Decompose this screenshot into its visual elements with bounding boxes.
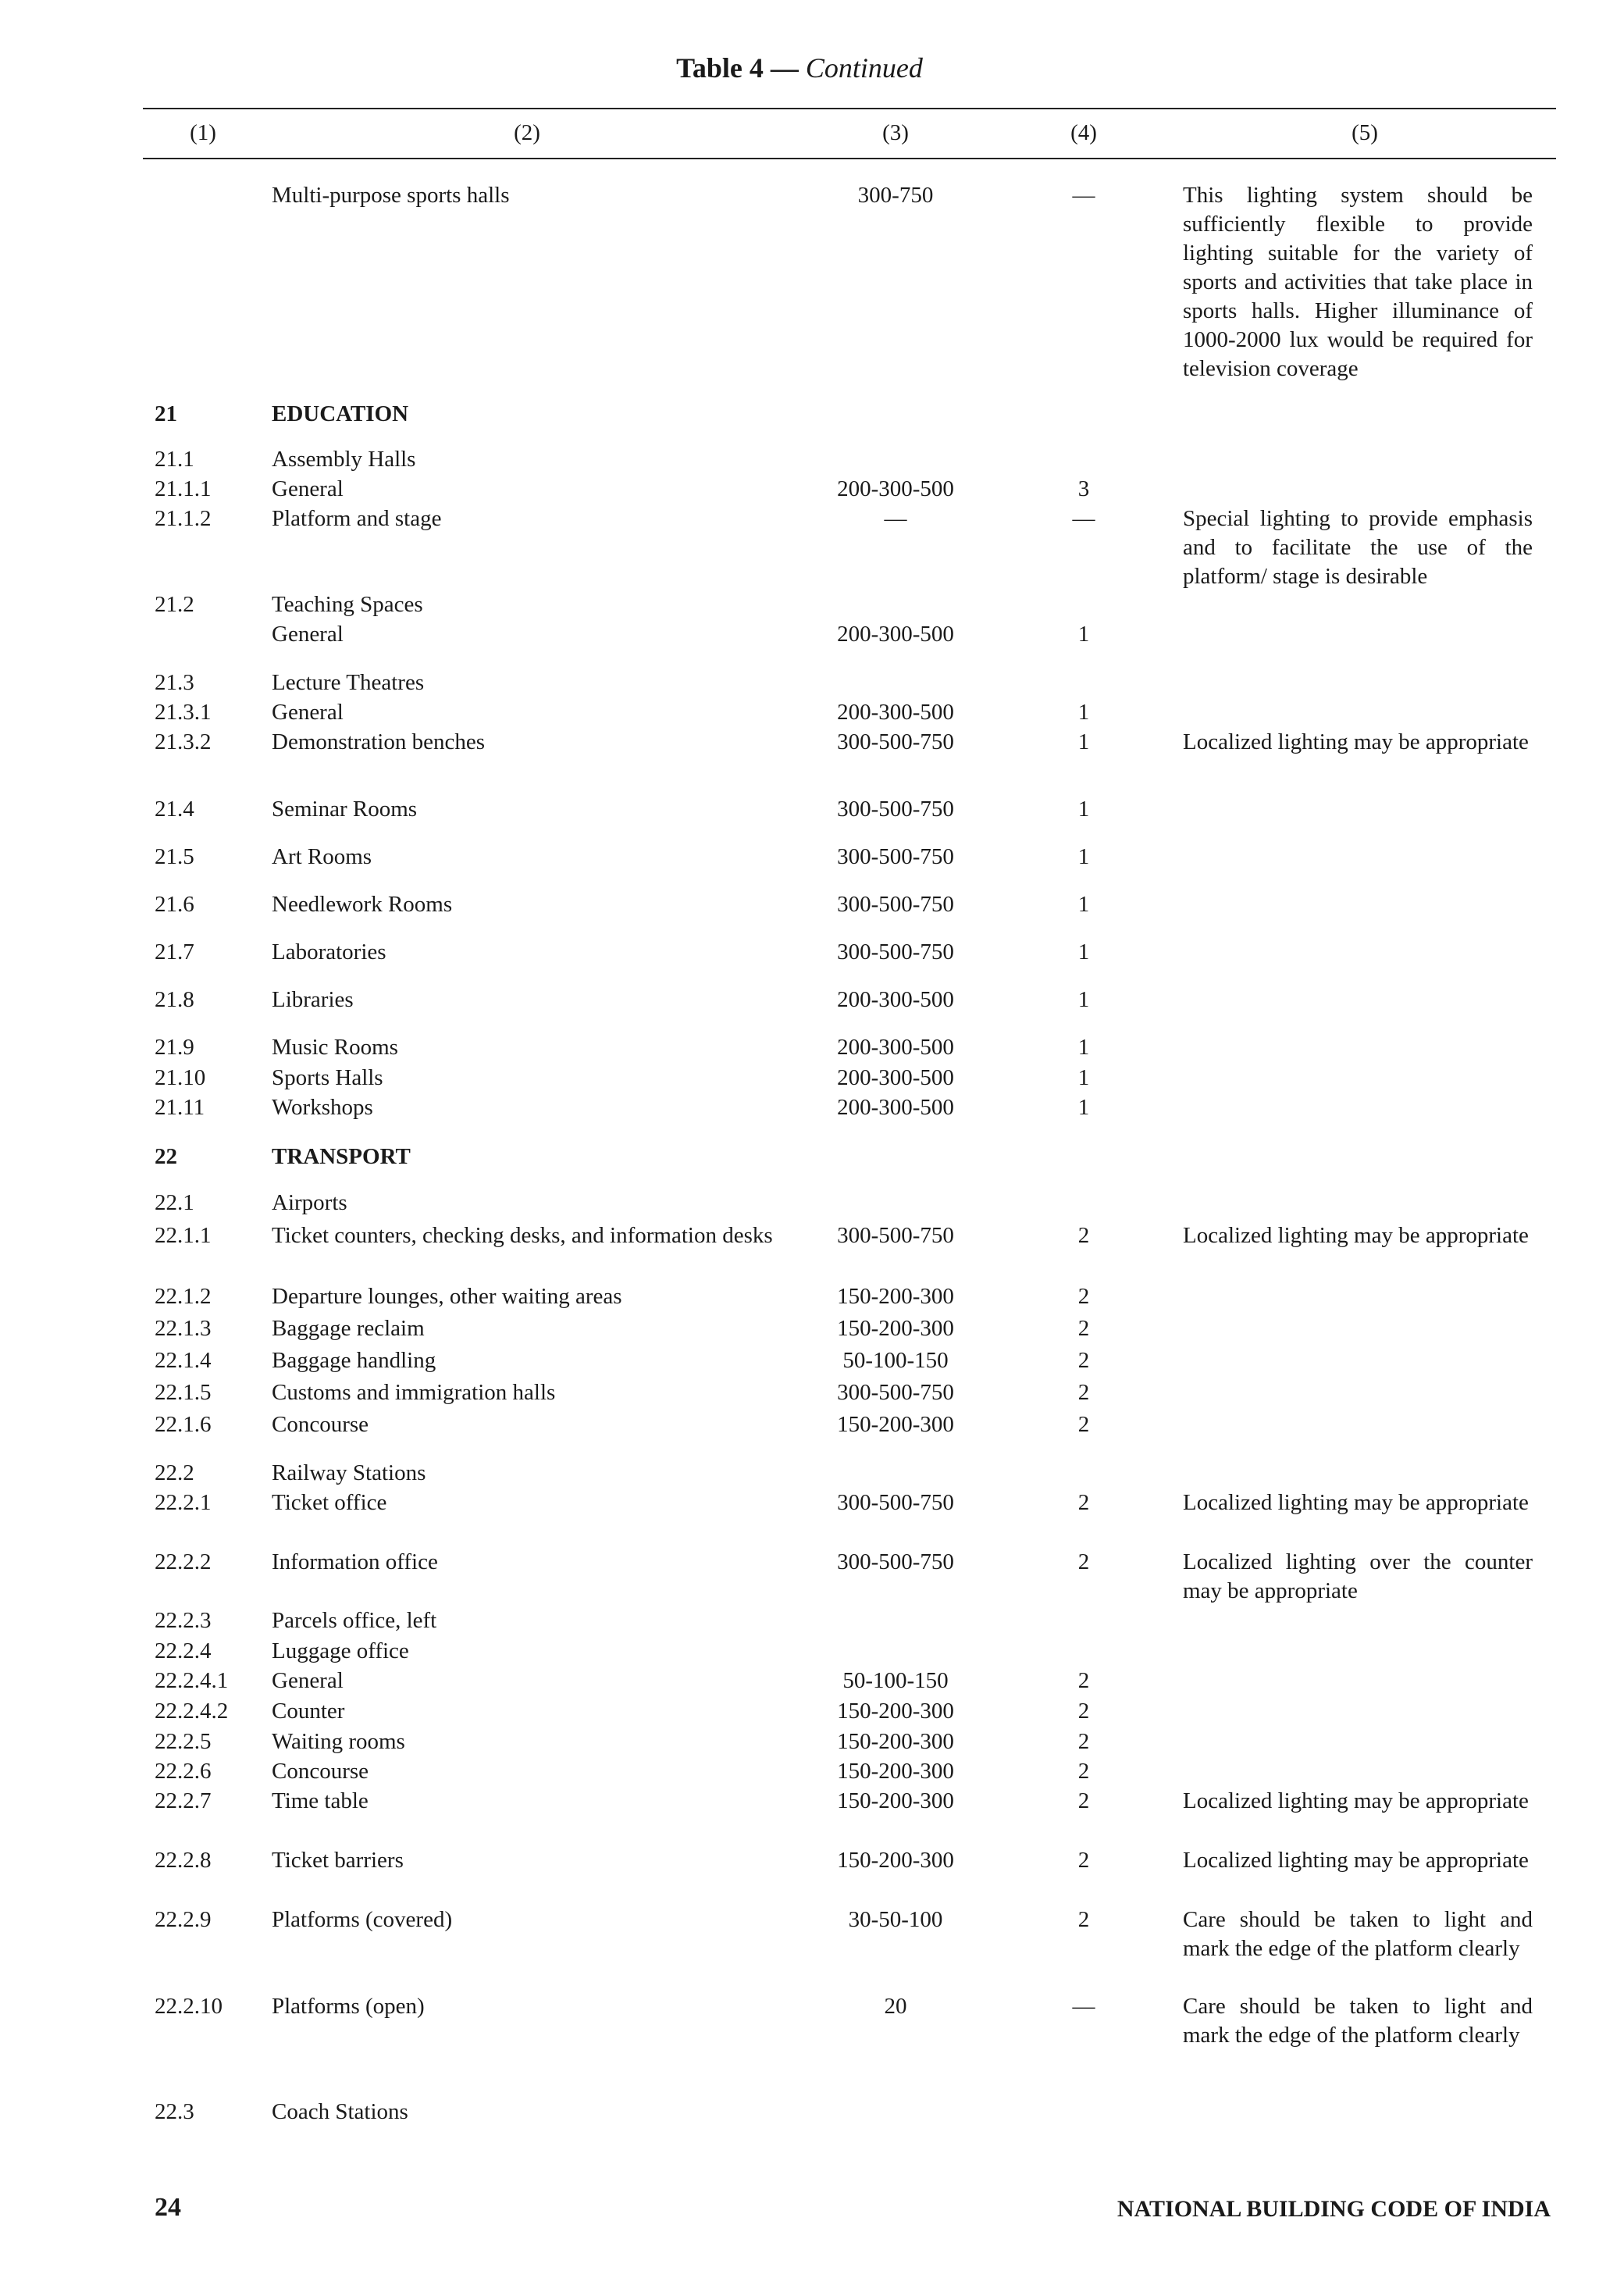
clause-number: 22.2.5 (155, 1729, 212, 1754)
task-description: Waiting rooms (272, 1729, 405, 1754)
glare-class: 1 (1077, 1065, 1090, 1090)
remarks (1183, 504, 1533, 591)
task-description: Time table (272, 1788, 369, 1813)
remarks-text: Care should be taken to light and mark the edge of the platform clearly (1183, 1994, 1533, 2048)
task-description: Art Rooms (272, 844, 372, 869)
illuminance-range: 150-200-300 (837, 1788, 954, 1813)
clause-number: 21.7 (155, 939, 194, 964)
clause-number: 21.4 (155, 797, 194, 822)
clause-number: 22.2.4.2 (155, 1699, 229, 1724)
column-header-2: (2) (514, 120, 540, 145)
task-description: Airports (272, 1190, 347, 1215)
header-bottom-rule (143, 158, 1556, 159)
clause-number: 22.2.7 (155, 1788, 212, 1813)
illuminance-range: 300-750 (857, 183, 934, 208)
task-description: Libraries (272, 987, 354, 1012)
task-description: Coach Stations (272, 2099, 408, 2124)
task-description: Concourse (272, 1759, 369, 1784)
clause-number: 22.2.3 (155, 1608, 212, 1633)
clause-number: 22.2.6 (155, 1759, 212, 1784)
glare-class: 2 (1077, 1759, 1090, 1784)
clause-number: 21.9 (155, 1035, 194, 1060)
task-description: Ticket barriers (272, 1848, 404, 1873)
column-header-4: (4) (1070, 120, 1097, 145)
glare-class: 1 (1077, 892, 1090, 917)
glare-class: 2 (1077, 1316, 1090, 1341)
task-description: Music Rooms (272, 1035, 398, 1060)
glare-class: 1 (1077, 729, 1090, 754)
page-number: 24 (155, 2193, 181, 2222)
remarks (1183, 181, 1533, 383)
clause-number: 21.1 (155, 447, 194, 472)
task-description: Sports Halls (272, 1065, 383, 1090)
clause-number: 22.2.2 (155, 1549, 212, 1574)
illuminance-range: 150-200-300 (837, 1729, 954, 1754)
task-description: General (272, 1668, 344, 1693)
glare-class: 2 (1077, 1788, 1090, 1813)
task-description: Needlework Rooms (272, 892, 453, 917)
task-description: Ticket counters, checking desks, and information desks (272, 1223, 773, 1248)
task-description: Departure lounges, other waiting areas (272, 1284, 622, 1309)
clause-number: 21.10 (155, 1065, 206, 1090)
clause-number: 22 (155, 1144, 177, 1169)
task-description: Platforms (open) (272, 1994, 425, 2019)
illuminance-range: 200-300-500 (837, 1095, 954, 1120)
column-header-5: (5) (1351, 120, 1378, 145)
glare-class: — (1072, 506, 1095, 531)
table-title (0, 52, 1599, 84)
column-header-3: (3) (882, 120, 909, 145)
clause-number: 22.1.5 (155, 1380, 212, 1405)
glare-class: 2 (1077, 1490, 1090, 1515)
illuminance-range: 300-500-750 (837, 1549, 954, 1574)
column-header-1: (1) (190, 120, 216, 145)
illuminance-range: 150-200-300 (837, 1284, 954, 1309)
clause-number: 21.3.1 (155, 700, 212, 725)
clause-number: 21.8 (155, 987, 194, 1012)
task-description: Counter (272, 1699, 345, 1724)
remarks-text: Localized lighting may be appropriate (1183, 1788, 1529, 1813)
remarks (1183, 1787, 1533, 1816)
task-description: Seminar Rooms (272, 797, 418, 822)
glare-class: 2 (1077, 1223, 1090, 1248)
task-description: Platform and stage (272, 506, 442, 531)
task-description: Lecture Theatres (272, 670, 425, 695)
glare-class: 2 (1077, 1549, 1090, 1574)
clause-number: 22.2.4 (155, 1638, 212, 1663)
task-description: Railway Stations (272, 1460, 426, 1485)
glare-class: 1 (1077, 987, 1090, 1012)
clause-number: 21.1.2 (155, 506, 212, 531)
clause-number: 22.2.9 (155, 1907, 212, 1932)
glare-class: 2 (1077, 1699, 1090, 1724)
clause-number: 21.6 (155, 892, 194, 917)
illuminance-range: 300-500-750 (837, 1380, 954, 1405)
illuminance-range: 200-300-500 (837, 622, 954, 647)
illuminance-range: 150-200-300 (837, 1316, 954, 1341)
task-description: General (272, 622, 344, 647)
task-description: Luggage office (272, 1638, 409, 1663)
remarks-text: Special lighting to provide emphasis and to facilitate the use of the platform/ stage is desirable (1183, 506, 1533, 589)
illuminance-range: 200-300-500 (837, 987, 954, 1012)
glare-class: — (1072, 183, 1095, 208)
remarks (1183, 1548, 1533, 1606)
illuminance-range: — (884, 506, 907, 531)
illuminance-range: 30-50-100 (848, 1907, 943, 1932)
illuminance-range: 200-300-500 (837, 1035, 954, 1060)
illuminance-range: 300-500-750 (837, 1490, 954, 1515)
illuminance-range: 150-200-300 (837, 1759, 954, 1784)
remarks-text: Localized lighting may be appropriate (1183, 1223, 1529, 1248)
remarks (1183, 728, 1533, 757)
remarks (1183, 1846, 1533, 1875)
clause-number: 22.2.10 (155, 1994, 223, 2019)
remarks (1183, 1906, 1533, 1963)
glare-class: 3 (1077, 476, 1090, 501)
clause-number: 21.3 (155, 670, 194, 695)
task-description: Ticket office (272, 1490, 387, 1515)
remarks-text: Localized lighting may be appropriate (1183, 729, 1529, 754)
illuminance-range: 300-500-750 (837, 1223, 954, 1248)
clause-number: 21.2 (155, 592, 194, 617)
remarks (1183, 1488, 1533, 1517)
remarks (1183, 1221, 1533, 1250)
task-description: Multi-purpose sports halls (272, 183, 510, 208)
glare-class: 2 (1077, 1848, 1090, 1873)
illuminance-range: 20 (884, 1994, 907, 2019)
task-description: Teaching Spaces (272, 592, 423, 617)
task-description: General (272, 476, 344, 501)
clause-number: 21.11 (155, 1095, 205, 1120)
glare-class: 2 (1077, 1284, 1090, 1309)
glare-class: 1 (1077, 1095, 1090, 1120)
remarks-text: Care should be taken to light and mark the edge of the platform clearly (1183, 1907, 1533, 1961)
clause-number: 22.2.8 (155, 1848, 212, 1873)
remarks-text: Localized lighting over the counter may be appropriate (1183, 1549, 1533, 1603)
remarks-text: Localized lighting may be appropriate (1183, 1490, 1529, 1515)
table-title-main: Table 4 — (676, 52, 799, 84)
glare-class: 1 (1077, 797, 1090, 822)
illuminance-range: 200-300-500 (837, 700, 954, 725)
task-description: Information office (272, 1549, 438, 1574)
clause-number: 22.1.3 (155, 1316, 212, 1341)
glare-class: 1 (1077, 1035, 1090, 1060)
illuminance-range: 300-500-750 (837, 844, 954, 869)
clause-number: 22.1.4 (155, 1348, 212, 1373)
illuminance-range: 50-100-150 (842, 1348, 949, 1373)
clause-number: 22.3 (155, 2099, 194, 2124)
illuminance-range: 300-500-750 (837, 797, 954, 822)
task-description: Demonstration benches (272, 729, 486, 754)
illuminance-range: 200-300-500 (837, 1065, 954, 1090)
illuminance-range: 150-200-300 (837, 1848, 954, 1873)
illuminance-range: 300-500-750 (837, 729, 954, 754)
clause-number: 22.2.1 (155, 1490, 212, 1515)
clause-number: 21.1.1 (155, 476, 212, 501)
task-description: Baggage handling (272, 1348, 436, 1373)
glare-class: 2 (1077, 1348, 1090, 1373)
clause-number: 22.1.2 (155, 1284, 212, 1309)
task-description: Parcels office, left (272, 1608, 437, 1633)
task-description: TRANSPORT (272, 1144, 411, 1169)
clause-number: 22.1.6 (155, 1412, 212, 1437)
remarks-text: Localized lighting may be appropriate (1183, 1848, 1529, 1873)
illuminance-range: 50-100-150 (842, 1668, 949, 1693)
glare-class: 1 (1077, 622, 1090, 647)
task-description: Baggage reclaim (272, 1316, 425, 1341)
task-description: Assembly Halls (272, 447, 416, 472)
illuminance-range: 300-500-750 (837, 939, 954, 964)
remarks-text: This lighting system should be sufficiently flexible to provide lighting suitable for the variety of sports and activities that take place in sports halls. Higher illuminance of 1000-2000 lux would be required for television coverage (1183, 183, 1533, 381)
glare-class: 1 (1077, 939, 1090, 964)
task-description: General (272, 700, 344, 725)
clause-number: 21.5 (155, 844, 194, 869)
illuminance-range: 200-300-500 (837, 476, 954, 501)
header-top-rule (143, 108, 1556, 109)
illuminance-range: 150-200-300 (837, 1699, 954, 1724)
clause-number: 22.2 (155, 1460, 194, 1485)
glare-class: 2 (1077, 1380, 1090, 1405)
glare-class: 2 (1077, 1412, 1090, 1437)
task-description: Platforms (covered) (272, 1907, 453, 1932)
glare-class: 2 (1077, 1907, 1090, 1932)
clause-number: 21 (155, 401, 177, 426)
glare-class: 1 (1077, 844, 1090, 869)
remarks (1183, 1992, 1533, 2050)
clause-number: 22.2.4.1 (155, 1668, 229, 1693)
task-description: Concourse (272, 1412, 369, 1437)
clause-number: 21.3.2 (155, 729, 212, 754)
illuminance-range: 300-500-750 (837, 892, 954, 917)
clause-number: 22.1 (155, 1190, 194, 1215)
illuminance-range: 150-200-300 (837, 1412, 954, 1437)
glare-class: 1 (1077, 700, 1090, 725)
glare-class: 2 (1077, 1729, 1090, 1754)
clause-number: 22.1.1 (155, 1223, 212, 1248)
task-description: EDUCATION (272, 401, 409, 426)
task-description: Laboratories (272, 939, 386, 964)
task-description: Customs and immigration halls (272, 1380, 556, 1405)
task-description: Workshops (272, 1095, 373, 1120)
glare-class: — (1072, 1994, 1095, 2019)
glare-class: 2 (1077, 1668, 1090, 1693)
table-title-continued: Continued (805, 52, 923, 84)
publication-title: NATIONAL BUILDING CODE OF INDIA (1116, 2196, 1551, 2222)
